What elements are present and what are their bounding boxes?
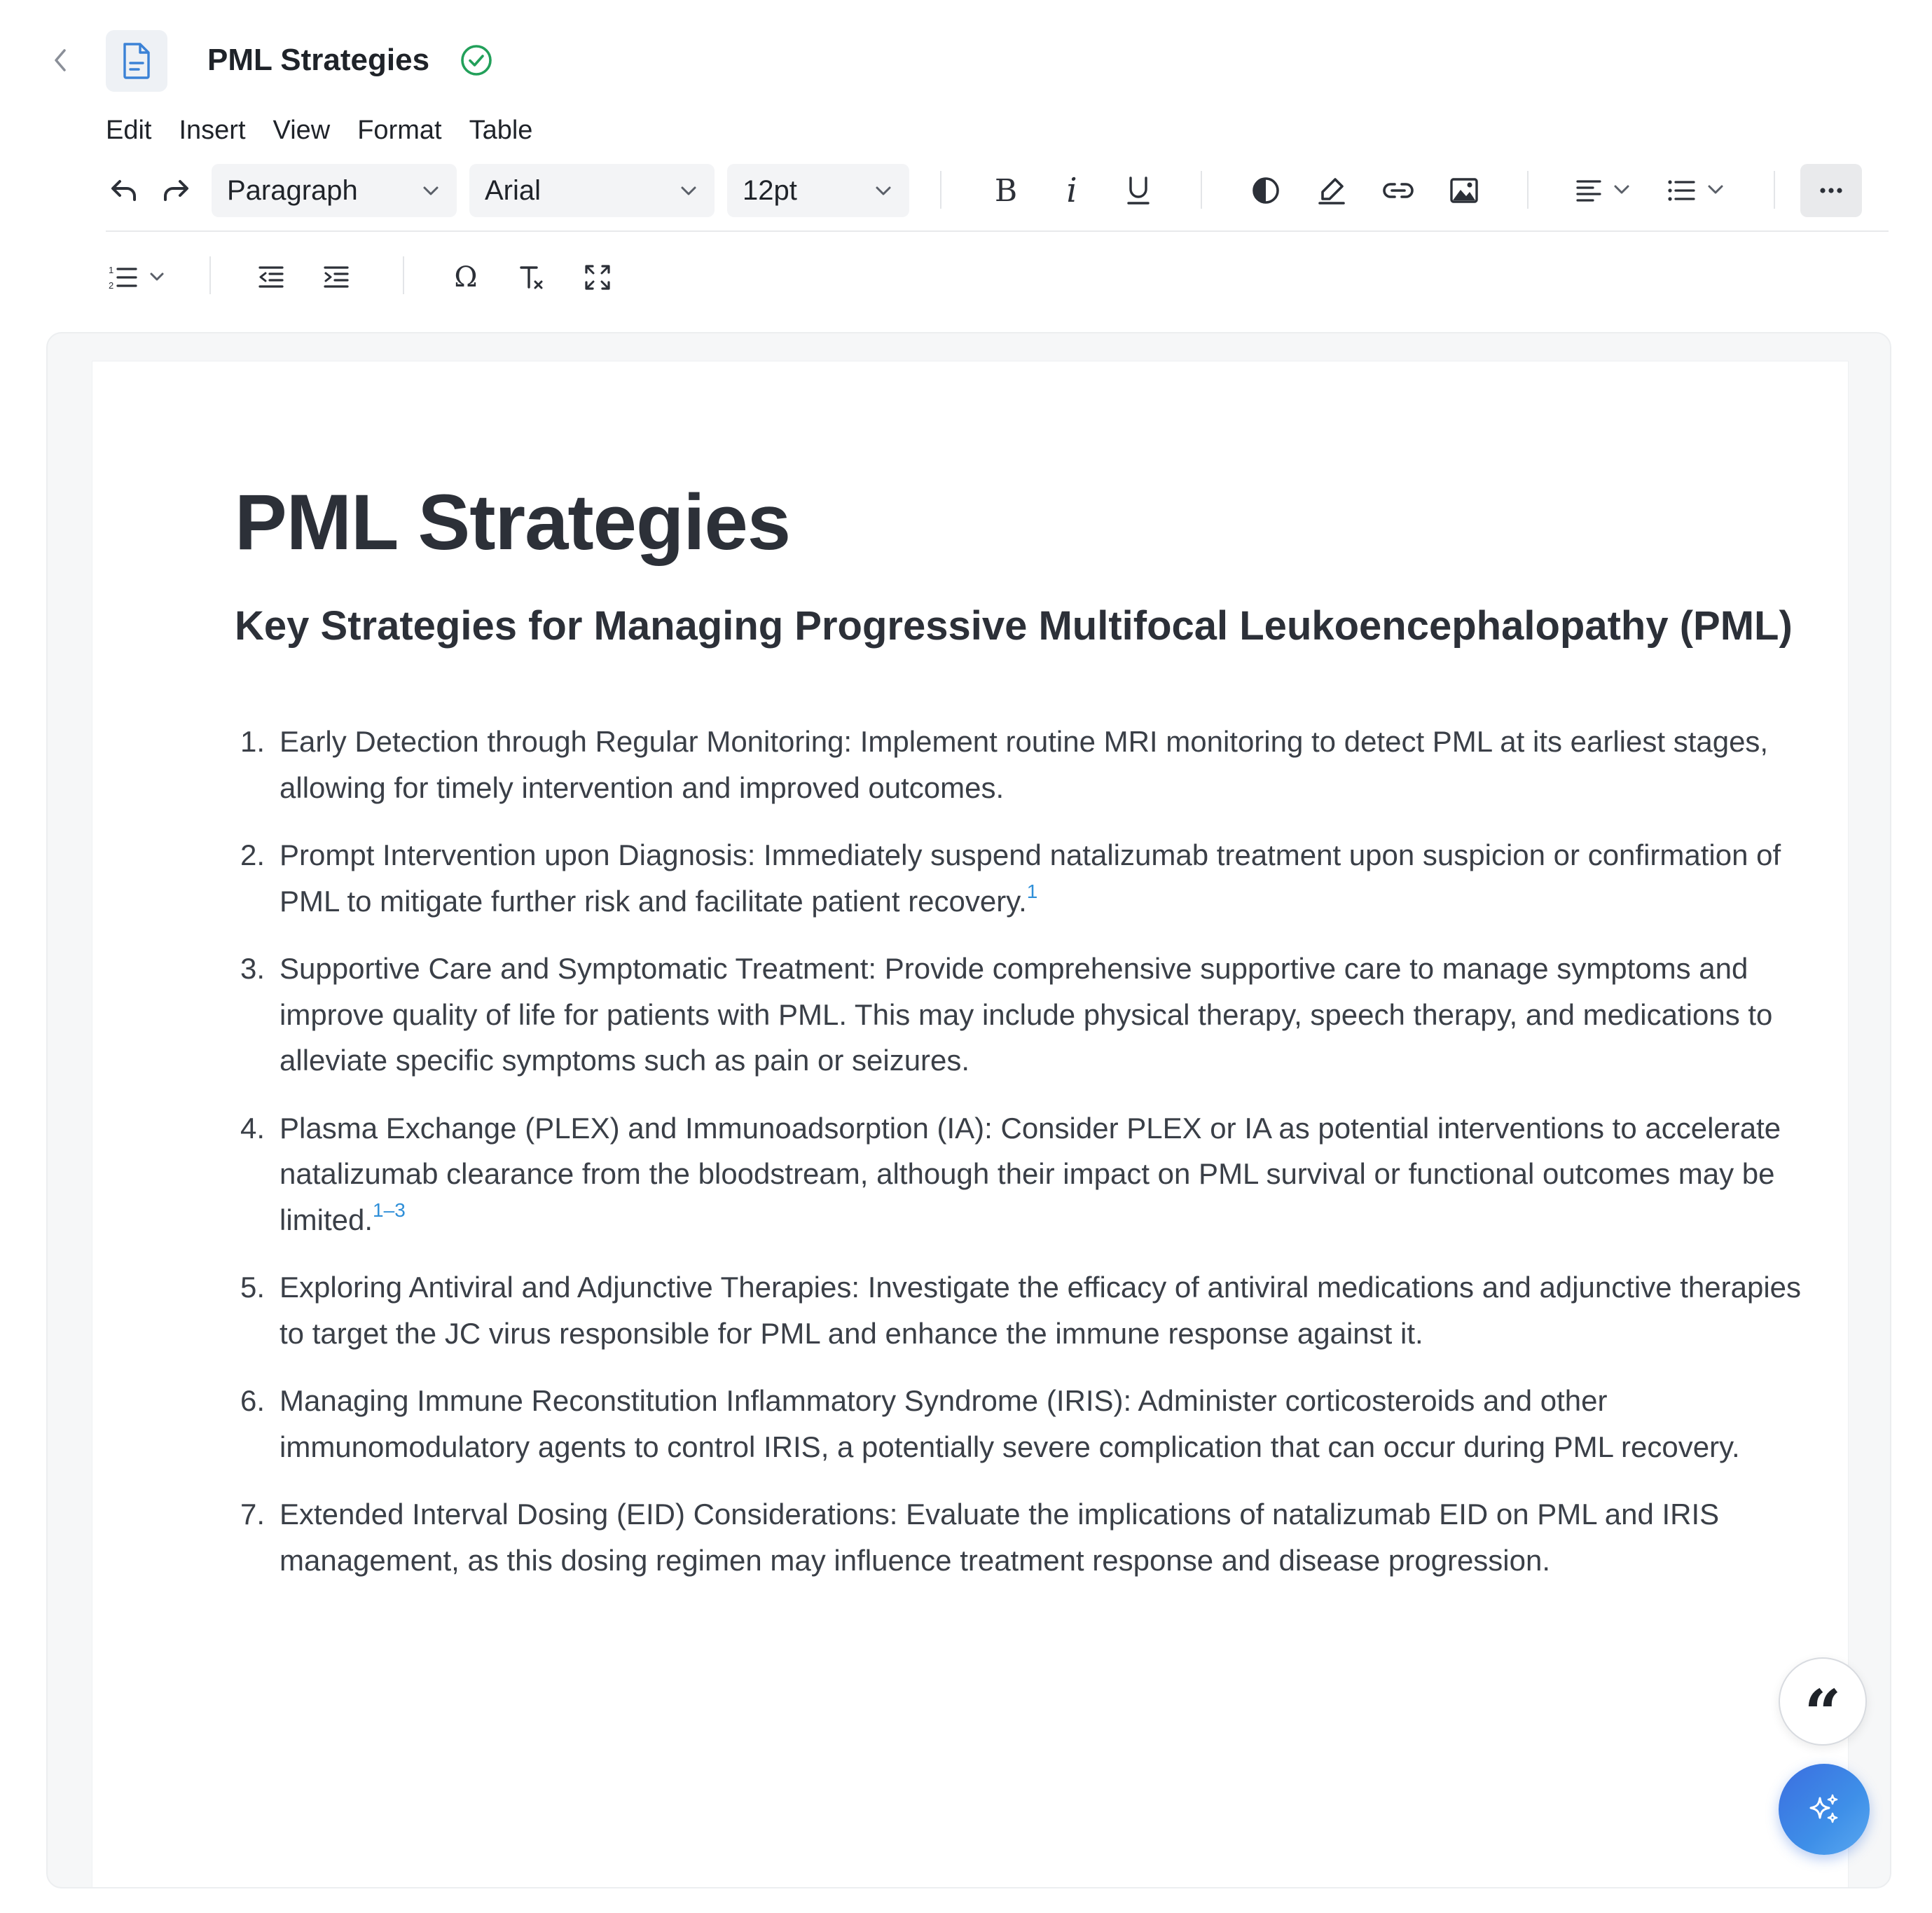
image-icon[interactable] bbox=[1443, 170, 1485, 212]
quote-icon: “ bbox=[1804, 1676, 1842, 1751]
list-item-text: Extended Interval Dosing (EID) Considerations: Evaluate the implications of natalizumab EID on PML and IRIS management, as this dosing regimen may influence treatment response and disease progression. bbox=[280, 1498, 1720, 1577]
svg-text:2: 2 bbox=[109, 280, 114, 291]
chevron-down-icon bbox=[873, 181, 894, 202]
list-number: 4. bbox=[240, 1111, 265, 1145]
undo-icon[interactable] bbox=[106, 172, 142, 209]
toolbar-divider-line bbox=[106, 230, 1889, 232]
clear-format-icon[interactable] bbox=[513, 259, 550, 296]
block-style-value: Paragraph bbox=[227, 174, 358, 206]
list-number: 1. bbox=[240, 725, 265, 758]
toolbar-divider bbox=[403, 256, 404, 294]
toolbar-divider bbox=[1774, 171, 1775, 209]
list-item-text: Managing Immune Reconstitution Inflammatory Syndrome (IRIS): Administer corticosteroids and other immunomodulatory agents to control IRIS, a potentially severe complication that can occur during PML recovery. bbox=[280, 1384, 1740, 1463]
list-item bbox=[235, 1491, 1818, 1583]
quote-button[interactable] bbox=[1779, 1657, 1867, 1751]
document-icon bbox=[106, 30, 167, 92]
menu-insert[interactable]: Insert bbox=[179, 116, 246, 145]
font-size-value: 12pt bbox=[743, 174, 797, 206]
list-item-text: Prompt Intervention upon Diagnosis: Immediately suspend natalizumab treatment upon suspicion or confirmation of PML to mitigate further risk and facilitate patient recovery. bbox=[280, 838, 1781, 918]
indent-icon[interactable] bbox=[318, 259, 354, 296]
redo-icon[interactable] bbox=[158, 172, 194, 209]
document-title[interactable]: PML Strategies bbox=[207, 43, 430, 77]
menu-format[interactable]: Format bbox=[357, 116, 442, 145]
chevron-down-icon bbox=[678, 181, 699, 202]
menu-table[interactable]: Table bbox=[469, 116, 533, 145]
toolbar-divider bbox=[940, 171, 941, 209]
menu-edit[interactable]: Edit bbox=[106, 116, 152, 145]
list-item bbox=[235, 1105, 1818, 1243]
chevron-down-icon bbox=[420, 181, 441, 202]
list-item bbox=[235, 1378, 1818, 1470]
link-icon[interactable] bbox=[1377, 170, 1419, 212]
back-chevron-icon[interactable] bbox=[43, 43, 77, 77]
toolbar-divider bbox=[1527, 171, 1529, 209]
list-number: 7. bbox=[240, 1498, 265, 1531]
list-number: 6. bbox=[240, 1384, 265, 1417]
document-page[interactable] bbox=[92, 361, 1848, 1888]
list-item-text: Plasma Exchange (PLEX) and Immunoadsorption (IA): Consider PLEX or IA as potential interventions to accelerate natalizumab clearance from the bloodstream, although their impact on PML survival or functional outcomes may be limited. bbox=[280, 1111, 1781, 1236]
list-item bbox=[235, 832, 1818, 924]
list-item-text: Exploring Antiviral and Adjunctive Therapies: Investigate the efficacy of antiviral medications and adjunctive therapies to target the JC virus responsible for PML and enhance the immune response against it. bbox=[280, 1271, 1802, 1350]
svg-text:1: 1 bbox=[109, 265, 114, 275]
more-icon[interactable] bbox=[1800, 164, 1862, 217]
saved-check-icon bbox=[460, 43, 493, 77]
toolbar-divider bbox=[209, 256, 211, 294]
list-item bbox=[235, 946, 1818, 1084]
bold-icon[interactable]: B bbox=[994, 172, 1018, 209]
header bbox=[0, 0, 1932, 145]
menu-view[interactable]: View bbox=[272, 116, 331, 145]
document-heading-2: Key Strategies for Managing Progressive Multifocal Leukoencephalopathy (PML) bbox=[235, 603, 1793, 649]
ai-sparkle-icon bbox=[1805, 1790, 1844, 1829]
list-number: 2. bbox=[240, 838, 265, 871]
ai-assistant-button[interactable] bbox=[1779, 1764, 1870, 1855]
strategy-list bbox=[235, 719, 1818, 1605]
citation-link[interactable]: 1–3 bbox=[373, 1199, 406, 1221]
font-family-value: Arial bbox=[485, 174, 541, 206]
menubar bbox=[106, 111, 560, 150]
font-size-select[interactable] bbox=[727, 164, 909, 217]
citation-link[interactable]: 1 bbox=[1026, 880, 1038, 902]
outdent-icon[interactable] bbox=[253, 259, 289, 296]
editor-frame bbox=[46, 332, 1891, 1888]
contrast-icon[interactable] bbox=[1245, 170, 1287, 212]
list-item-text: Supportive Care and Symptomatic Treatment: Provide comprehensive supportive care to manage symptoms and improve quality of life for patients with PML. This may include physical therapy, speech therapy, and medications to alleviate specific symptoms such as pain or seizures. bbox=[280, 952, 1773, 1077]
bullet-list-icon[interactable] bbox=[1662, 170, 1732, 212]
numbered-list-icon[interactable] bbox=[106, 259, 173, 296]
toolbar-secondary bbox=[106, 252, 666, 301]
omega-icon[interactable]: Ω bbox=[454, 261, 478, 293]
toolbar-divider bbox=[1201, 171, 1202, 209]
document-heading-1: PML Strategies bbox=[235, 478, 791, 566]
italic-icon[interactable]: i bbox=[1066, 171, 1077, 210]
list-item-text: Early Detection through Regular Monitoring: Implement routine MRI monitoring to detect PML at its earliest stages, allowing for timely intervention and improved outcomes. bbox=[280, 725, 1769, 804]
list-item bbox=[235, 719, 1818, 810]
list-number: 5. bbox=[240, 1271, 265, 1304]
underline-icon[interactable] bbox=[1117, 170, 1159, 212]
list-item bbox=[235, 1264, 1818, 1356]
fullscreen-icon[interactable] bbox=[579, 259, 616, 296]
list-number: 3. bbox=[240, 952, 265, 985]
toolbar-primary bbox=[106, 163, 1889, 217]
align-left-icon[interactable] bbox=[1570, 170, 1640, 212]
block-style-select[interactable] bbox=[212, 164, 457, 217]
highlighter-icon[interactable] bbox=[1311, 170, 1353, 212]
font-family-select[interactable] bbox=[469, 164, 715, 217]
